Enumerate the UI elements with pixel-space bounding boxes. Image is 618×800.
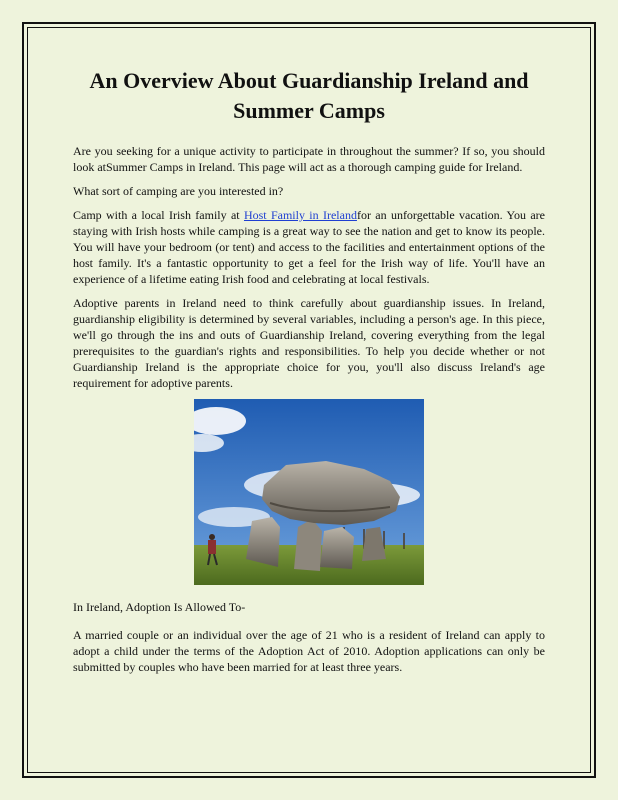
host-family-text-before: Camp with a local Irish family at	[73, 208, 244, 222]
document-content	[73, 66, 545, 683]
camping-question: What sort of camping are you interested in?	[73, 184, 284, 198]
person-head	[209, 534, 215, 540]
photo-container	[73, 399, 545, 585]
adoption-paragraph: A married couple or an individual over the age of 21 who is a resident of Ireland can apply to adopt a child under the terms of the Adoption Act of 2010. Adoption applications can only be submitted by couples who have been married for at least three years.	[73, 628, 545, 674]
guardianship-paragraph: Adoptive parents in Ireland need to think carefully about guardianship issues. In Ireland, guardianship eligibility is determined by several variables, including a person's age. In this piece, we'll go through the ins and outs of Guardianship Ireland, covering everything from the legal prerequisites to the guardian's rights and responsibilities. To help you decide whether or not Guardianship Ireland is the appropriate choice for you, you'll also discuss Ireland's age requirement for adoptive parents.	[73, 296, 545, 390]
host-family-text-after: for an unforgettable vacation. You are staying with Irish hosts while camping is a great way to see the nation and get to know its people. You will have your bedroom (or tent) and access to the facilities and entertainment options of the host family. It's a fantastic opportunity to get a feel for the Irish way of life. You'll have an experience of a lifetime eating Irish food and celebrating at local festivals.	[73, 208, 546, 286]
host-family-link[interactable]: Host Family in Ireland	[243, 208, 357, 222]
intro-paragraph: Are you seeking for a unique activity to participate in throughout the summer? If so, you should look atSummer Camps in Ireland. This page will act as a thorough camping guide for Ireland.	[73, 144, 545, 174]
page-title: An Overview About Guardianship Ireland and Summer Camps	[89, 68, 529, 123]
person-body	[208, 540, 216, 554]
standing-stone	[320, 527, 354, 569]
dolmen-photo	[194, 399, 424, 585]
host-family-paragraph	[73, 207, 545, 287]
adoption-heading: In Ireland, Adoption Is Allowed To-	[73, 600, 246, 614]
